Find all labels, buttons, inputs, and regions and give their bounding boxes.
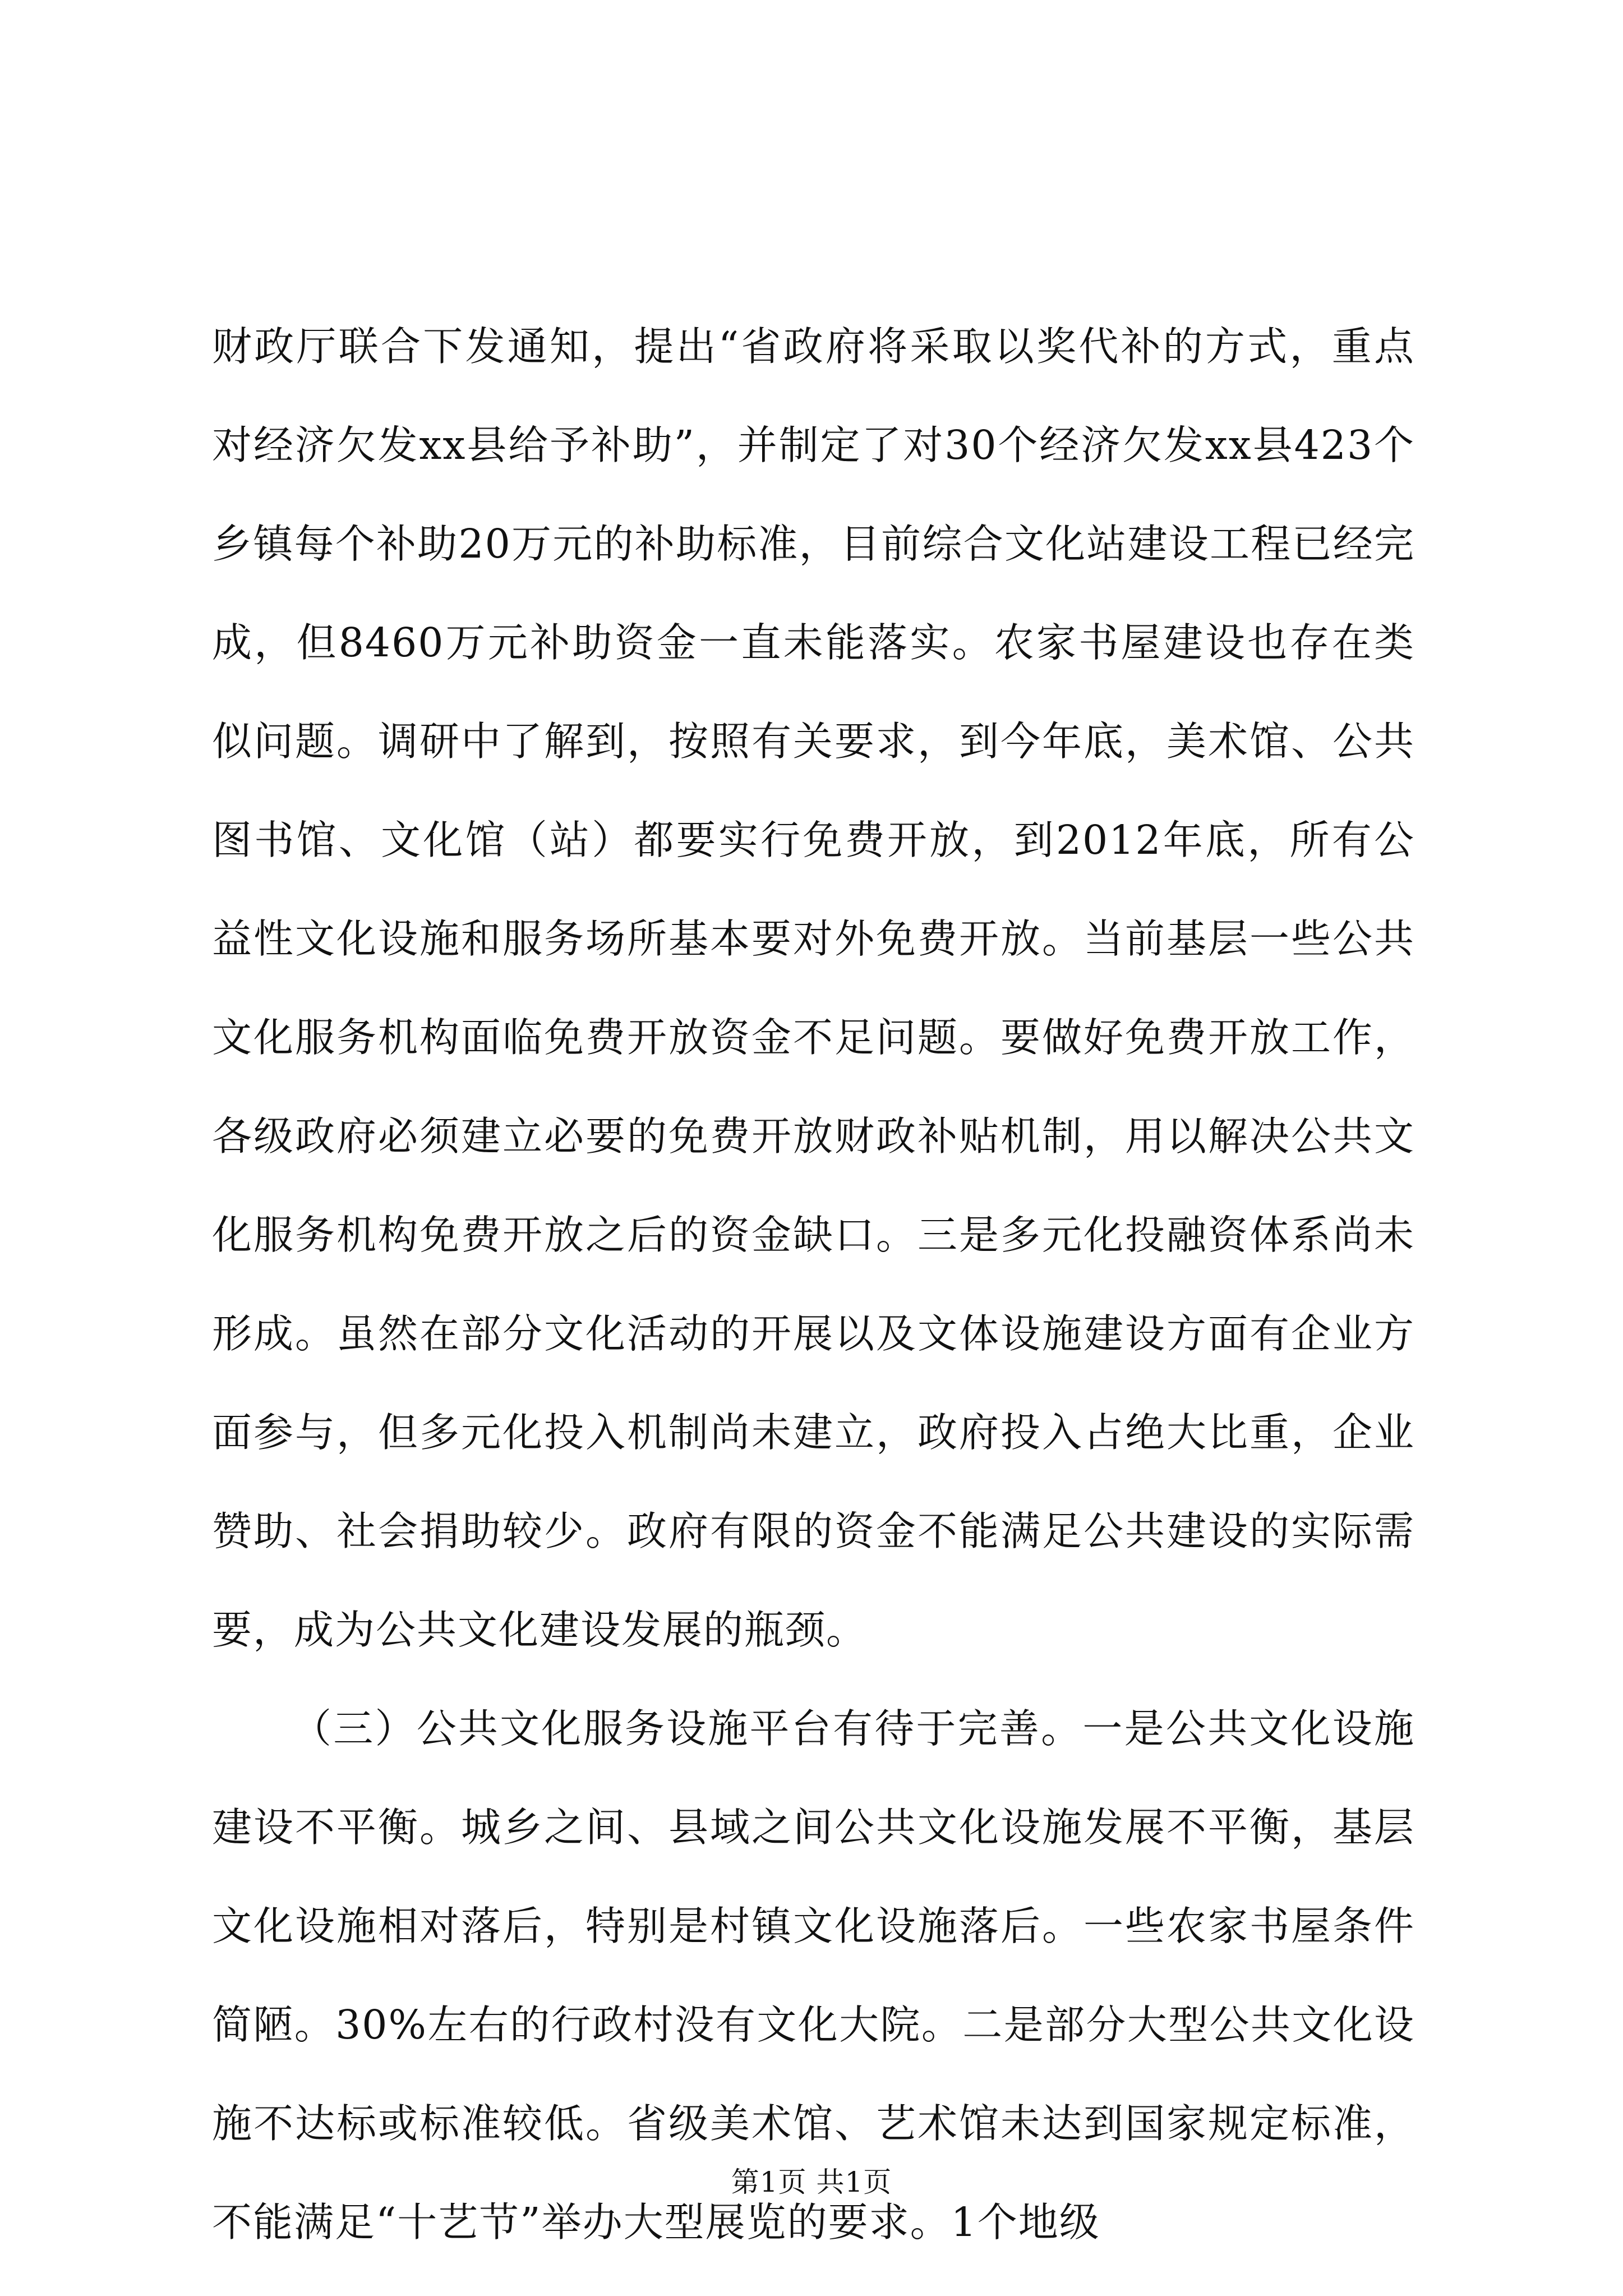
paragraph-continuation: 财政厅联合下发通知，提出“省政府将采取以奖代补的方式，重点对经济欠发xx县给予补助”，并制定了对30个经济欠发xx县423个乡镇每个补助20万元的补助标准，目前综合文化站建设工程已经完成，但8460万元补助资金一直未能落实。农家书屋建设也存在类似问题。调研中了解到，按照有关要求，到今年底，美术馆、公共图书馆、文化馆（站）都要实行免费开放，到2012年底，所有公益性文化设施和服务场所基本要对外免费开放。当前基层一些公共文化服务机构面临免费开放资金不足问题。要做好免费开放工作，各级政府必须建立必要的免费开放财政补贴机制，用以解决公共文化服务机构免费开放之后的资金缺口。三是多元化投融资体系尚未形成。虽然在部分文化活动的开展以及文体设施建设方面有企业方面参与，但多元化投入机制尚未建立，政府投入占绝大比重，企业赞助、社会捐助较少。政府有限的资金不能满足公共建设的实际需要，成为公共文化建设发展的瓶颈。 <box>212 323 1415 1653</box>
paragraph-section-three: （三）公共文化服务设施平台有待于完善。一是公共文化设施建设不平衡。城乡之间、县域之间公共文化设施发展不平衡，基层文化设施相对落后，特别是村镇文化设施落后。一些农家书屋条件简陋。30%左右的行政村没有文化大院。二是部分大型公共文化设施不达标或标准较低。省级美术馆、艺术馆未达到国家规定标准，不能满足“十艺节”举办大型展览的要求。1个地级 <box>212 1705 1415 2246</box>
page-footer: 第1页 共1页 <box>731 2166 892 2198</box>
document-body <box>212 297 1415 2272</box>
